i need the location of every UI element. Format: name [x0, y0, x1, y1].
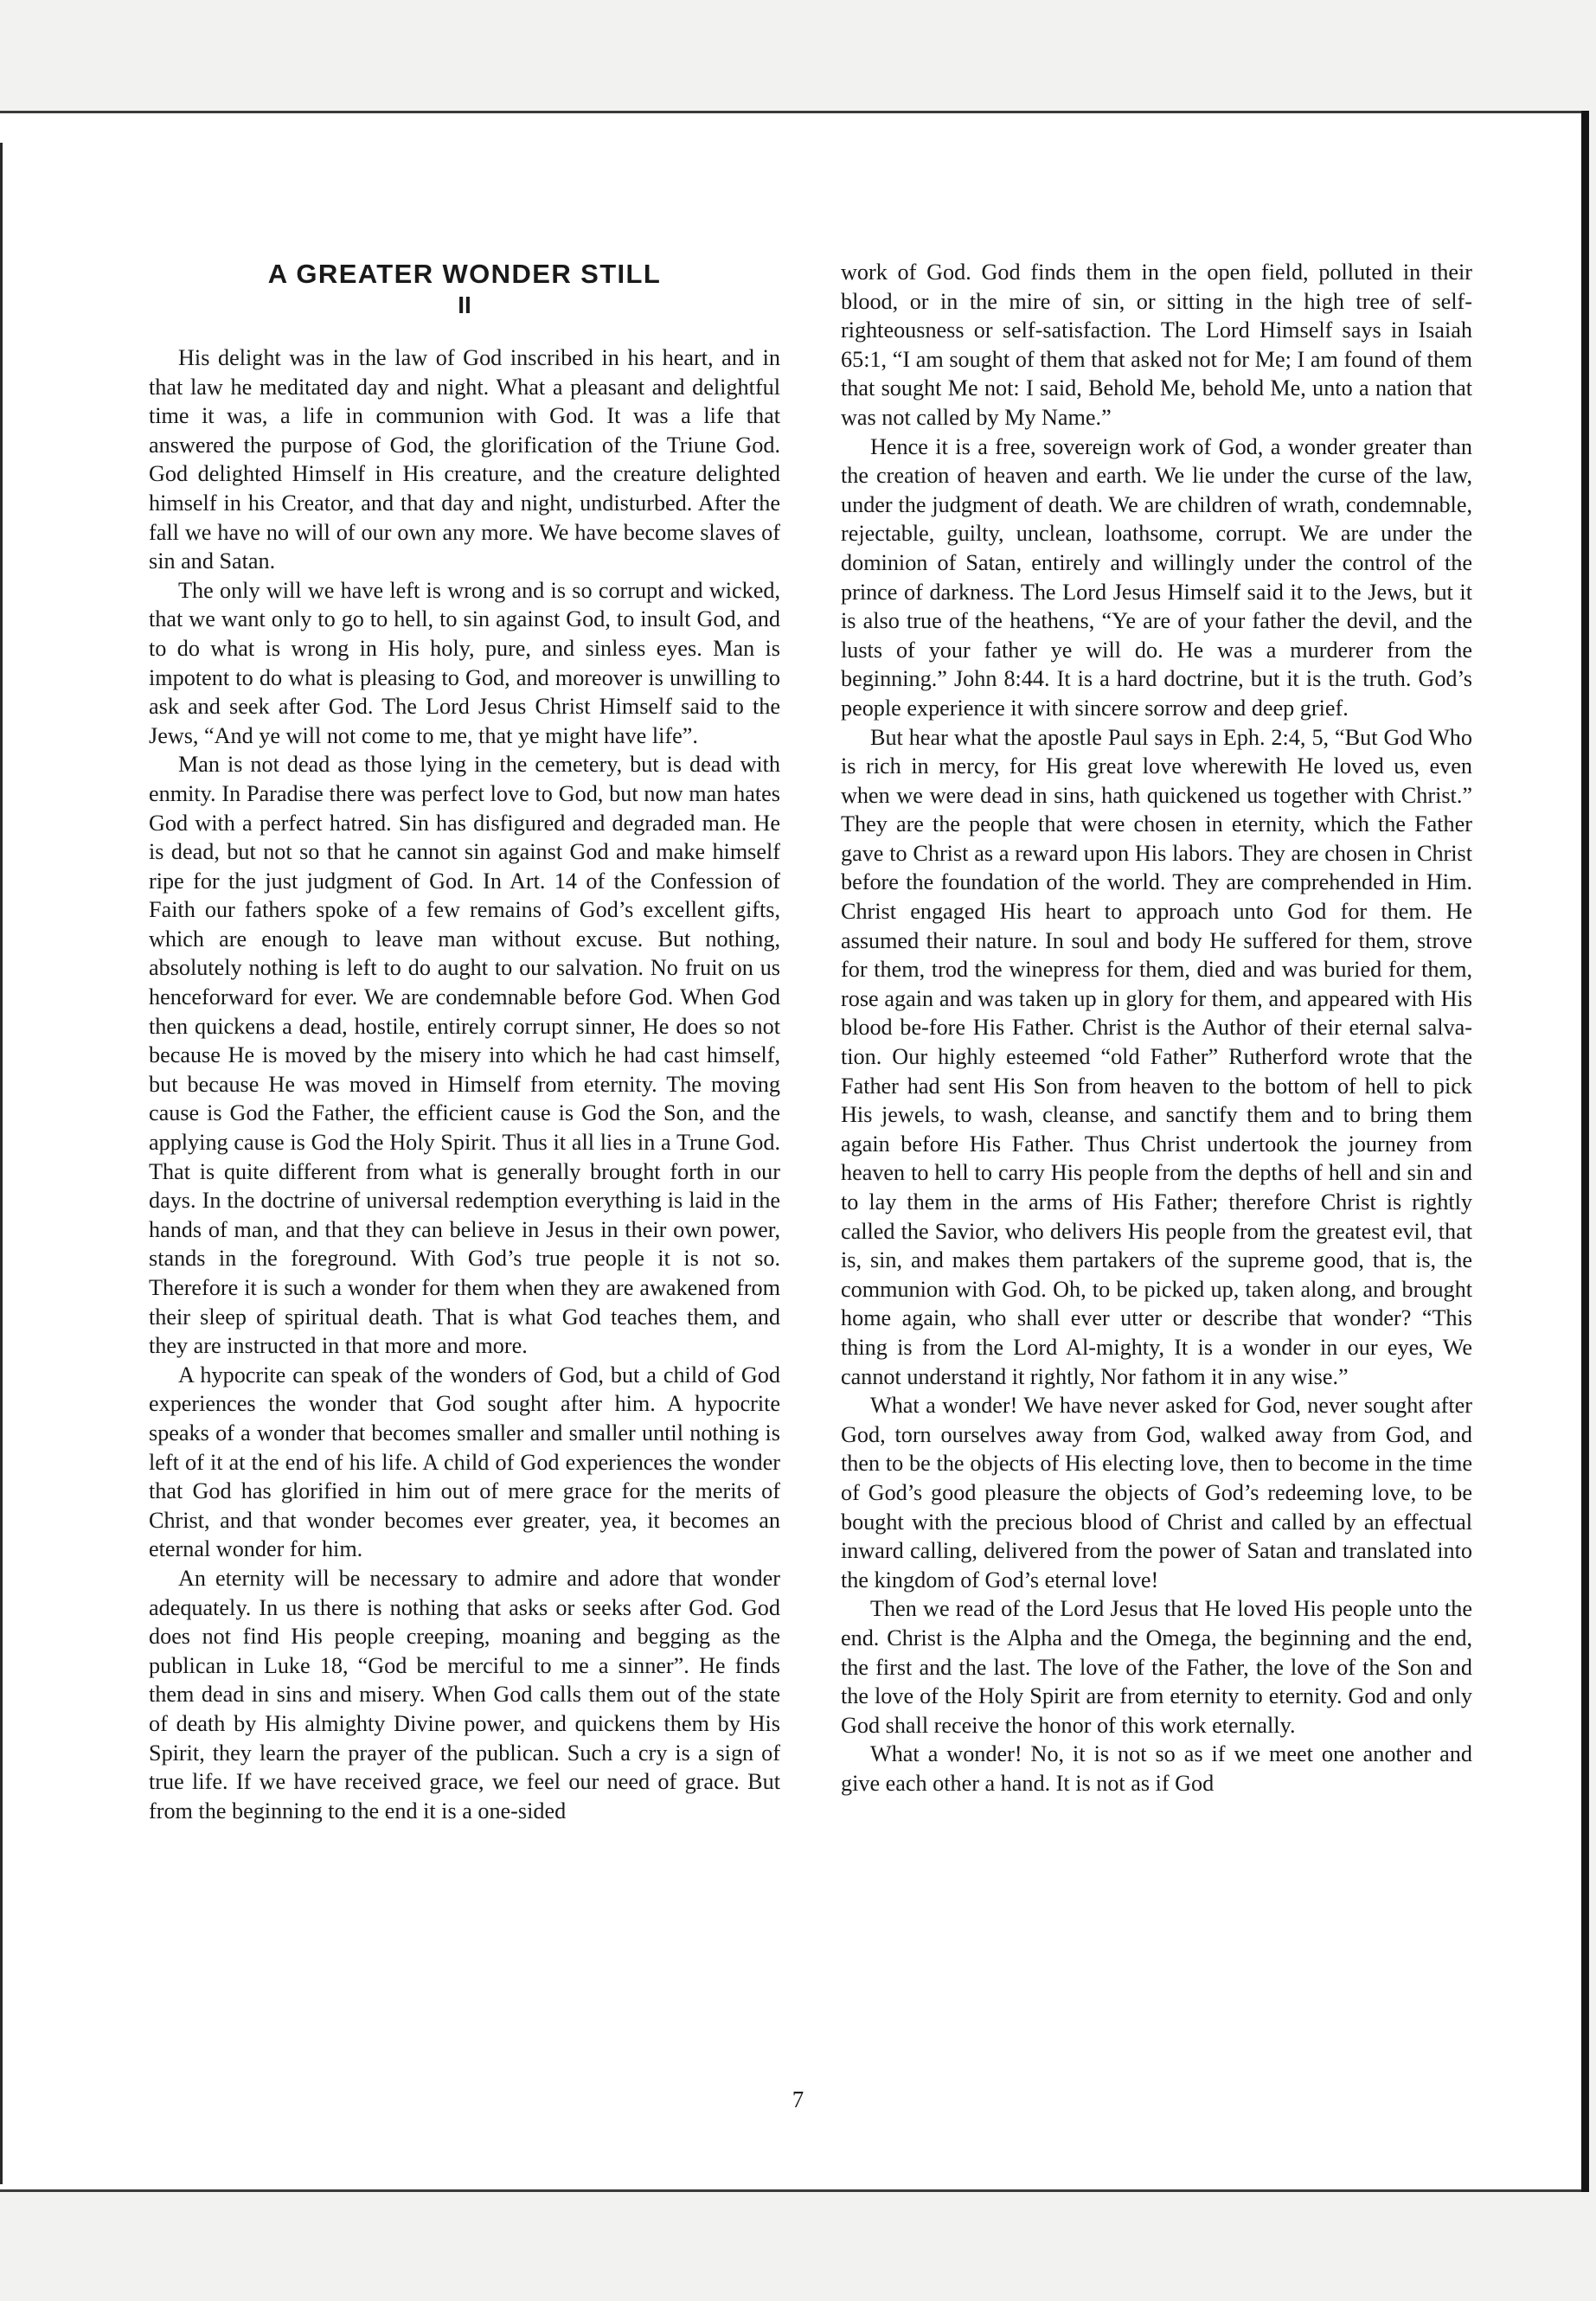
page-number: 7 [792, 2086, 804, 2112]
article-part-number: II [458, 292, 471, 318]
article-title: A GREATER WONDER STILL [267, 259, 662, 289]
page-edge-right [1581, 111, 1589, 2192]
paragraph: A hypocrite can speak of the wonders of God, but a child of God experiences the wonder that God sought after him. A hypocrite speaks of a wonder that becomes smaller and smaller until nothing is left of it at the end of his life. A child of God experiences the wonder that God has glorified in him out of mere grace for the merits of Christ, and that wonder becomes ever greater, yea, it becomes an eternal wonder for him. [149, 1362, 780, 1562]
paragraph: But hear what the apostle Paul says in Eph. 2:4, 5, “But God Who is rich in mercy, for His great love wherewith He loved us, even when we were dead in sins, hath quickened us together with Christ.” They are the people that were chosen in eternity, which the Father gave to Christ as a reward upon His labors. They are chosen in Christ before the foundation of the world. They are comprehended in Him. Christ engaged His heart to approach unto God for them. He assumed their nature. In soul and body He suffered for them, strove for them, trod the winepress for them, died and was buried for them, rose again and was taken up in glory for them, and appeared with His blood be-fore His Father. Christ is the Author of their eternal salva-tion. Our highly esteemed “old Father” Rutherford wrote that the Father had sent His Son from heaven to the bottom of hell to pick His jewels, to wash, cleanse, and sanctify them and to bring them again before His Father. Thus Christ undertook the journey from heaven to hell to carry His people from the depths of hell and sin and to lay them in the arms of His Father; therefore Christ is rightly called the Savior, who delivers His people from the greatest evil, that is, sin, and makes them partakers of the supreme good, that is, the communion with God. Oh, to be picked up, taken along, and brought home again, who shall ever utter or describe that wonder? “This thing is from the Lord Al-mighty, It is a wonder in our eyes, We cannot understand it rightly, Nor fathom it in any wise.” [841, 724, 1472, 1389]
paragraph: His delight was in the law of God inscribed in his heart, and in that law he meditated day and night. What a pleasant and delightful time it was, a life in communion with God. It was a life that answered the purpose of God, the glorification of the Triune God. God delighted Himself in His creature, and the creature delighted himself in his Creator, and that day and night, undisturbed. After the fall we have no will of our own any more. We have become slaves of sin and Satan. [149, 345, 780, 574]
right-column [841, 258, 1472, 1798]
paragraph: What a wonder! We have never asked for God, never sought after God, torn ourselves away from God, walked away from God, and then to be the objects of His electing love, then to become in the time of God’s good pleasure the objects of God’s redeeming love, to be bought with the precious blood of Christ and called by an effectual inward calling, delivered from the power of Satan and translated into the kingdom of God’s eternal love! [841, 1393, 1472, 1593]
left-column [149, 258, 780, 1825]
page-edge-left [0, 143, 3, 2184]
paragraph: Then we read of the Lord Jesus that He loved His people unto the end. Christ is the Alpha and the Omega, the beginning and the end, the first and the last. The love of the Father, the love of the Son and the love of the Holy Spirit are from eternity to eternity. God and only God shall receive the honor of this work eternally. [841, 1596, 1472, 1738]
paragraph-continued: work of God. God finds them in the open field, polluted in their blood, or in the mire of sin, or sitting in the high tree of self-righteousness or self-satisfaction. The Lord Himself says in Isaiah 65:1, “I am sought of them that asked not for Me; I am found of them that sought Me not: I said, Behold Me, behold Me, unto a nation that was not called by My Name.” [841, 260, 1472, 430]
paragraph: An eternity will be necessary to admire and adore that wonder adequately. In us there is nothing that asks or seeks after God. God does not find His people creeping, moaning and begging as the publican in Luke 18, “God be merciful to me a sinner”. He finds them dead in sins and misery. When God calls them out of the state of death by His almighty Divine power, and quickens them by His Spirit, they learn the prayer of the publican. Such a cry is a sign of true life. If we have received grace, we feel our need of grace. But from the beginning to the end it is a one-sided [149, 1565, 780, 1823]
paragraph: Hence it is a free, sovereign work of God, a wonder greater than the creation of heaven and earth. We lie under the curse of the law, under the judgment of death. We are children of wrath, condemnable, rejectable, guilty, unclean, loathsome, corrupt. We are under the dominion of Satan, entirely and willingly under the control of the prince of darkness. The Lord Jesus Himself said it to the Jews, but it is also true of the heathens, “Ye are of your father the devil, and the lusts of your father ye will do. He was a murderer from the beginning.” John 8:44. It is a hard doctrine, but it is the truth. God’s people experience it with sincere sorrow and deep grief. [841, 433, 1472, 721]
paragraph: Man is not dead as those lying in the cemetery, but is dead with enmity. In Paradise there was perfect love to God, but now man hates God with a perfect hatred. Sin has disfigured and degraded man. He is dead, but not so that he cannot sin against God and make himself ripe for the just judgment of God. In Art. 14 of the Confession of Faith our fathers spoke of a few remains of God’s excellent gifts, which are enough to leave man without excuse. But nothing, absolutely nothing is left to do aught to our salvation. No fruit on us henceforward for ever. We are condemnable before God. When God then quickens a dead, hostile, entirely corrupt sinner, He does so not because He is moved by the misery into which he had cast himself, but because He was moved in Himself from eternity. The moving cause is God the Father, the efficient cause is God the Son, and the applying cause is God the Holy Spirit. Thus it all lies in a Trune God. That is quite different from what is generally brought forth in our days. In the doctrine of universal redemption everything is laid in the hands of man, and that they can believe in Jesus in their own power, stands in the foreground. With God’s true people it is not so. Therefore it is such a wonder for them when they are awakened from their sleep of spiritual death. That is what God teaches them, and they are instructed in that more and more. [149, 752, 780, 1359]
paragraph: What a wonder! No, it is not so as if we meet one another and give each other a hand. It is not as if God [841, 1741, 1472, 1796]
paragraph: The only will we have left is wrong and is so corrupt and wicked, that we want only to go to hell, to sin against God, to insult God, and to do what is wrong in His holy, pure, and sinless eyes. Man is impotent to do what is pleasing to God, and moreover is unwilling to ask and seek after God. The Lord Jesus Christ Himself said to the Jews, “And ye will not come to me, that ye might have life”. [149, 577, 780, 748]
